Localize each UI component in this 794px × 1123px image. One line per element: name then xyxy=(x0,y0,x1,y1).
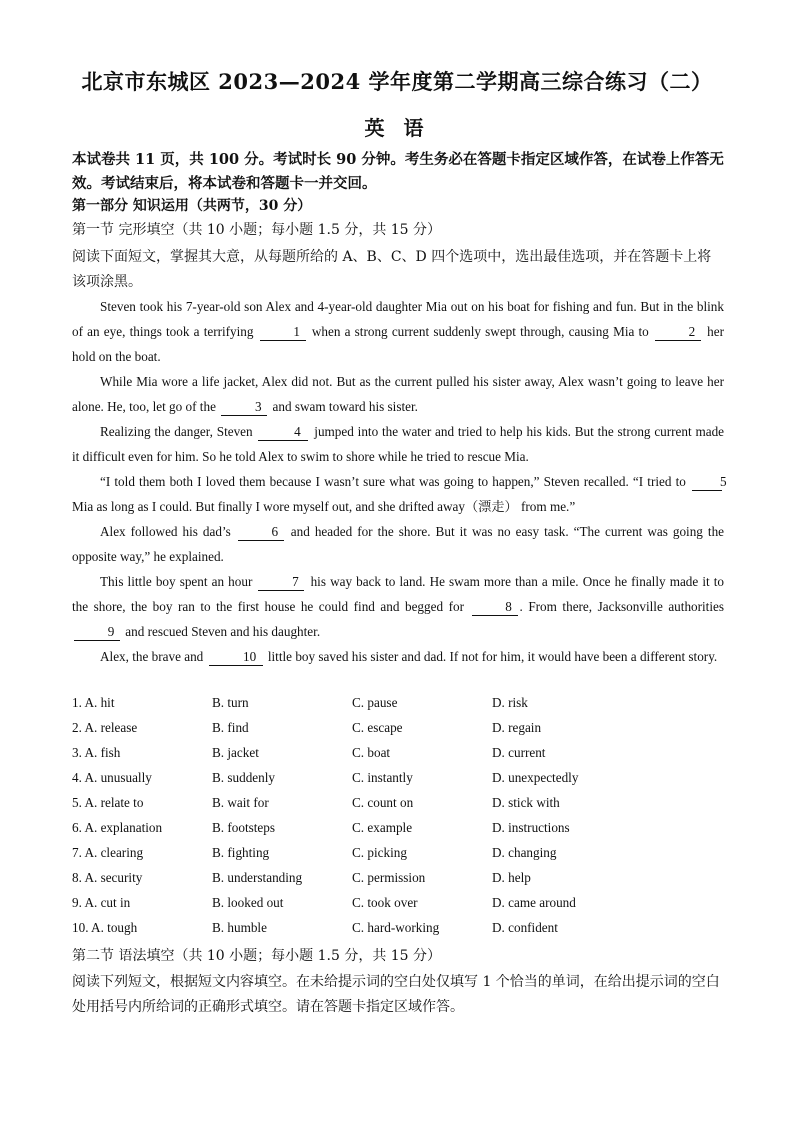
option-a: 4. A. unusually xyxy=(72,770,152,785)
section2-instructions: 阅读下列短文，根据短文内容填空。在未给提示词的空白处仅填写 1 个恰当的单词，在给出提示词的空白处用括号内所给词的正确形式填空。请在答题卡指定区域作答。 xyxy=(72,974,720,1015)
option-b: B. turn xyxy=(212,695,249,710)
passage-paragraph xyxy=(72,419,724,469)
option-d: D. changing xyxy=(492,845,557,860)
passage-paragraph xyxy=(72,644,724,669)
option-d: D. confident xyxy=(492,920,558,935)
passage-text: her hold on the boat. xyxy=(72,324,724,364)
passage-text: little boy saved his sister and dad. If not for him, it would have been a different story. xyxy=(267,649,718,664)
passage-text: While Mia wore a life jacket, Alex did not. But as the current pulled his sister away, Alex wasn’t going to leave her alone. He, too, let go of the xyxy=(72,374,724,414)
option-d: D. help xyxy=(492,870,531,885)
passage-text: Alex followed his dad’s xyxy=(100,524,231,539)
option-a: 5. A. relate to xyxy=(72,795,144,810)
option-c: C. boat xyxy=(352,745,391,760)
option-c: C. instantly xyxy=(352,770,413,785)
option-a: 9. A. cut in xyxy=(72,895,131,910)
passage-paragraph xyxy=(72,569,724,644)
option-c: C. hard-working xyxy=(352,920,440,935)
passage-text: and headed for the shore. But it was no easy task. “The current was going the opposite way,” he explained. xyxy=(72,524,725,564)
passage-text: Realizing the danger, Steven xyxy=(100,424,253,439)
exam-instructions: 本试卷共 11 页，共 100 分。考试时长 90 分钟。考生务必在答题卡指定区域作答，在试卷上作答无效。考试结束后，将本试卷和答题卡一并交回。 xyxy=(72,151,724,192)
blank-1: 1 xyxy=(260,324,306,341)
option-a: 8. A. security xyxy=(72,870,143,885)
option-a: 10. A. tough xyxy=(72,920,138,935)
option-c: C. count on xyxy=(352,795,414,810)
option-d: D. instructions xyxy=(492,820,570,835)
blank-9: 9 xyxy=(74,624,120,641)
blank-10: 10 xyxy=(209,649,263,666)
option-c: C. example xyxy=(352,820,413,835)
passage-paragraph xyxy=(72,469,727,519)
section2-heading: 第二节 语法填空（共 10 小题；每小题 1.5 分，共 15 分） xyxy=(72,948,442,964)
option-d: D. unexpectedly xyxy=(492,770,579,785)
question-options-3 xyxy=(72,745,724,770)
option-d: D. current xyxy=(492,745,546,760)
question-options-5 xyxy=(72,795,724,820)
option-b: B. humble xyxy=(212,920,267,935)
question-options-4 xyxy=(72,770,724,795)
option-d: D. regain xyxy=(492,720,542,735)
question-options-6 xyxy=(72,820,724,845)
section1-heading: 第一节 完形填空（共 10 小题；每小题 1.5 分，共 15 分） xyxy=(72,222,442,238)
option-c: C. took over xyxy=(352,895,418,910)
passage-text: “I told them both I loved them because I wasn’t sure what was going to happen,” Steven recalled. “I tried to xyxy=(100,474,686,489)
option-a: 6. A. explanation xyxy=(72,820,163,835)
passage-text: when a strong current suddenly swept through, causing Mia to xyxy=(311,324,649,339)
option-a: 2. A. release xyxy=(72,720,138,735)
question-options-2 xyxy=(72,720,724,745)
passage-paragraph xyxy=(72,519,724,569)
option-b: B. fighting xyxy=(212,845,270,860)
section1-instructions: 阅读下面短文，掌握其大意，从每题所给的 A、B、C、D 四个选项中，选出最佳选项，并在答题卡上将该项涂黑。 xyxy=(72,249,712,290)
option-d: D. came around xyxy=(492,895,576,910)
option-b: B. wait for xyxy=(212,795,269,810)
option-b: B. find xyxy=(212,720,249,735)
option-d: D. risk xyxy=(492,695,528,710)
passage-text: Steven took his 7-year-old son Alex and 4-year-old daughter Mia out on his boat for fishing and fun. But in the blink of an eye, things took a terrifying xyxy=(72,299,724,339)
option-c: C. pause xyxy=(352,695,398,710)
passage-text: This little boy spent an hour xyxy=(100,574,253,589)
subject-heading: 英 语 xyxy=(364,116,430,140)
blank-5: 5 xyxy=(692,474,722,491)
passage-text: Alex, the brave and xyxy=(100,649,204,664)
exam-title: 北京市东城区 2023—2024 学年度第二学期高三综合练习（二） xyxy=(81,69,713,94)
blank-6: 6 xyxy=(238,524,284,541)
blank-2: 2 xyxy=(655,324,701,341)
passage-text: Mia as long as I could. But finally I wore myself out, and she drifted away（漂走） from me.” xyxy=(72,499,576,514)
blank-3: 3 xyxy=(221,399,267,416)
option-c: C. escape xyxy=(352,720,403,735)
option-c: C. permission xyxy=(352,870,426,885)
option-b: B. suddenly xyxy=(212,770,276,785)
option-b: B. understanding xyxy=(212,870,303,885)
passage-paragraph xyxy=(72,369,724,419)
blank-4: 4 xyxy=(258,424,308,441)
passage-text: and rescued Steven and his daughter. xyxy=(125,624,321,639)
passage-text: . From there, Jacksonville authorities xyxy=(519,599,724,614)
part1-heading: 第一部分 知识运用（共两节，30 分） xyxy=(72,198,312,214)
option-b: B. looked out xyxy=(212,895,284,910)
question-options-7 xyxy=(72,845,724,870)
blank-8: 8 xyxy=(472,599,518,616)
option-a: 7. A. clearing xyxy=(72,845,144,860)
cloze-passage xyxy=(72,294,727,669)
passage-text: jumped into the water and tried to help his kids. But the strong current made it difficult even for him. So he told Alex to swim to shore while he tried to rescue Mia. xyxy=(72,424,725,464)
blank-7: 7 xyxy=(258,574,304,591)
question-options-10 xyxy=(72,920,724,945)
option-c: C. picking xyxy=(352,845,407,860)
question-options-1 xyxy=(72,695,724,720)
passage-paragraph xyxy=(72,294,724,369)
option-a: 1. A. hit xyxy=(72,695,115,710)
option-b: B. footsteps xyxy=(212,820,276,835)
option-d: D. stick with xyxy=(492,795,560,810)
passage-text: and swam toward his sister. xyxy=(272,399,418,414)
question-options-8 xyxy=(72,870,724,895)
option-b: B. jacket xyxy=(212,745,259,760)
question-options-9 xyxy=(72,895,724,920)
option-a: 3. A. fish xyxy=(72,745,121,760)
passage-text: his way back to land. He swam more than a mile. Once he finally made it to the shore, the boy ran to the first house he could find and begged for xyxy=(72,574,725,614)
